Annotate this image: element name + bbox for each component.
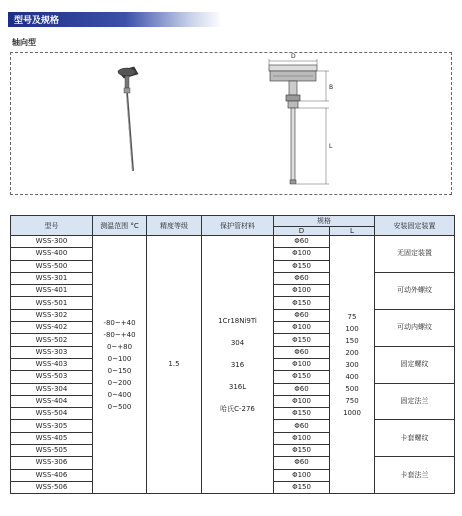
model-cell: WSS-402 [11,322,93,334]
diameter-cell: Φ100 [274,285,330,297]
subtitle: 轴向型 [12,38,36,47]
diameter-cell: Φ100 [274,358,330,370]
model-cell: WSS-303 [11,346,93,358]
diameter-cell: Φ100 [274,248,330,260]
thermometer-perspective [118,67,138,171]
model-cell: WSS-302 [11,309,93,321]
diameter-cell: Φ60 [274,383,330,395]
range-cell: -80~+40 -80~+40 0~+80 0~100 0~150 0~200 0~400 0~500 [93,236,147,494]
model-cell: WSS-304 [11,383,93,395]
model-cell: WSS-500 [11,260,93,272]
spec-table [10,215,455,494]
install-cell: 卡套螺纹 [375,420,455,457]
diameter-cell: Φ150 [274,445,330,457]
material-cell: 1Cr18Ni9Ti 304 316 316L 哈氏C-276 [202,236,274,494]
diameter-cell: Φ150 [274,371,330,383]
section-header [8,12,222,27]
diameter-cell: Φ60 [274,420,330,432]
section-title: 型号及规格 [14,16,60,26]
model-cell: WSS-405 [11,432,93,444]
install-cell: 固定法兰 [375,383,455,420]
dim-label-b: B [329,84,334,91]
header-spec-l: L [330,227,375,236]
install-cell: 卡套法兰 [375,457,455,494]
header-material: 保护管材料 [202,216,274,236]
thermometer-diagram [11,53,453,196]
model-cell: WSS-506 [11,481,93,493]
model-cell: WSS-404 [11,395,93,407]
diameter-cell: Φ150 [274,481,330,493]
thermometer-dimension-drawing [269,53,333,184]
diameter-cell: Φ100 [274,432,330,444]
diameter-cell: Φ60 [274,309,330,321]
model-cell: WSS-505 [11,445,93,457]
diagram-box [10,52,452,195]
diameter-cell: Φ150 [274,408,330,420]
header-accuracy: 精度等级 [147,216,202,236]
header-install: 安装固定装置 [375,216,455,236]
diameter-cell: Φ100 [274,395,330,407]
diameter-cell: Φ60 [274,272,330,284]
model-cell: WSS-401 [11,285,93,297]
model-cell: WSS-403 [11,358,93,370]
dim-label-d: D [291,53,296,60]
model-cell: WSS-305 [11,420,93,432]
diameter-cell: Φ60 [274,346,330,358]
model-cell: WSS-300 [11,236,93,248]
model-cell: WSS-501 [11,297,93,309]
model-cell: WSS-306 [11,457,93,469]
diameter-cell: Φ60 [274,457,330,469]
table-row [11,236,455,248]
model-cell: WSS-504 [11,408,93,420]
model-cell: WSS-503 [11,371,93,383]
header-spec-d: D [274,227,330,236]
install-cell: 固定螺纹 [375,346,455,383]
header-model: 型号 [11,216,93,236]
diameter-cell: Φ150 [274,297,330,309]
model-cell: WSS-301 [11,272,93,284]
model-cell: WSS-400 [11,248,93,260]
length-cell: 75 100 150 200 300 400 500 750 1000 [330,236,375,494]
header-range: 测温范围 °C [93,216,147,236]
diameter-cell: Φ100 [274,322,330,334]
accuracy-cell: 1.5 [147,236,202,494]
diameter-cell: Φ100 [274,469,330,481]
diameter-cell: Φ60 [274,236,330,248]
install-cell: 可动内螺纹 [375,309,455,346]
model-cell: WSS-406 [11,469,93,481]
dim-label-l: L [329,143,333,150]
diameter-cell: Φ150 [274,334,330,346]
install-cell: 可动外螺纹 [375,272,455,309]
diameter-cell: Φ150 [274,260,330,272]
model-cell: WSS-502 [11,334,93,346]
install-cell: 无固定装置 [375,236,455,273]
header-spec: 规格 [274,216,375,227]
